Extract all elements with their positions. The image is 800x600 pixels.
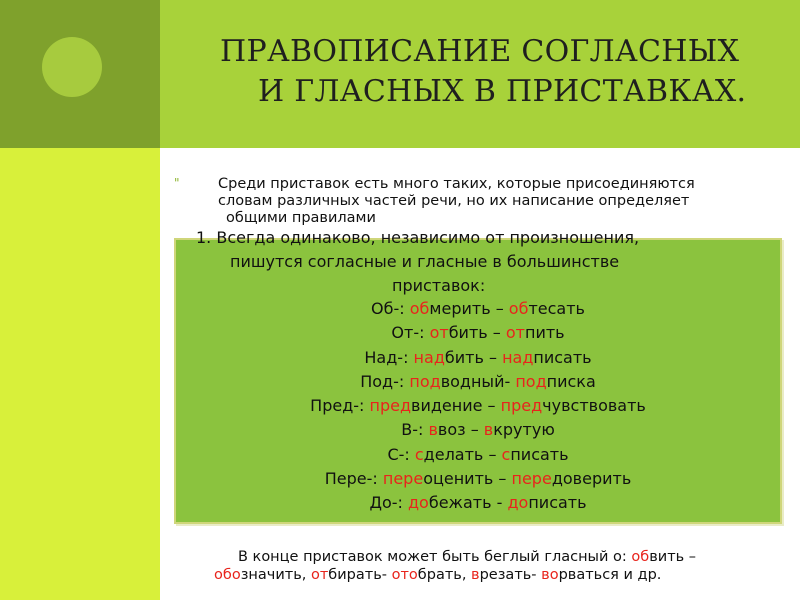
separator: -: [504, 371, 516, 391]
example-prefix: С-:: [387, 444, 415, 464]
rule-line-3: приставок:: [392, 276, 486, 295]
highlight-prefix: над: [502, 347, 534, 367]
intro-line-1: Среди приставок есть много таких, которые присоединяются: [218, 176, 695, 192]
separator: –: [465, 420, 484, 440]
intro-line-3: общими правилами: [226, 210, 376, 226]
highlight-prefix: об: [409, 299, 430, 318]
separator: –: [490, 299, 509, 318]
note-line-2: [214, 566, 800, 584]
rule-line-2: пишутся согласные и гласные в большинстве: [230, 252, 620, 271]
separator: –: [483, 444, 502, 464]
highlight-prefix: под: [409, 371, 441, 391]
circle-decoration-icon: [42, 37, 102, 97]
highlight-prefix: от: [310, 567, 329, 583]
word-rest: чувствовать: [542, 396, 646, 416]
highlight-prefix: с: [501, 444, 511, 464]
example-prefix: Пред-:: [310, 396, 370, 416]
example-prefix: Об-:: [371, 299, 410, 318]
highlight-prefix: пред: [500, 396, 543, 416]
example-row: [176, 443, 780, 467]
word-rest: водный: [440, 371, 505, 391]
example-prefix: До-:: [369, 493, 408, 513]
highlight-prefix: над: [413, 347, 445, 367]
highlight-prefix: пред: [369, 396, 412, 416]
examples-list: [176, 297, 780, 516]
divider: [160, 148, 800, 158]
highlight-prefix: об: [508, 299, 529, 318]
highlight-prefix: с: [414, 444, 424, 464]
separator: –: [482, 396, 501, 416]
highlight-prefix: пере: [511, 469, 552, 489]
word-rest: значить,: [240, 567, 311, 583]
word-rest: крутую: [493, 420, 555, 440]
rule-line-1: 1. Всегда одинаково, независимо от произношения,: [196, 228, 640, 247]
left-accent-bottom: [0, 148, 160, 600]
example-prefix: Пере-:: [324, 469, 383, 489]
intro-paragraph: [218, 176, 800, 227]
word-rest: воз: [437, 420, 466, 440]
word-rest: бежать: [428, 493, 492, 513]
word-rest: рваться и др.: [558, 567, 662, 583]
word-rest: оценить: [423, 469, 494, 489]
word-rest: писать: [528, 493, 587, 513]
word-rest: резать-: [479, 567, 542, 583]
example-row: [176, 297, 780, 321]
example-row: [176, 418, 780, 442]
example-prefix: Над-:: [364, 347, 414, 367]
highlight-prefix: об: [631, 549, 650, 565]
note-text: В конце приставок может быть беглый гласный о:: [238, 549, 632, 565]
example-row: [176, 346, 780, 370]
word-rest: вить –: [649, 549, 697, 565]
word-rest: тесать: [528, 299, 585, 318]
word-rest: писать: [533, 347, 592, 367]
separator: –: [483, 347, 503, 367]
highlight-prefix: от: [429, 323, 449, 343]
example-prefix: От-:: [391, 323, 430, 343]
highlight-prefix: во: [541, 567, 559, 583]
word-rest: мерить: [429, 299, 491, 318]
word-rest: доверить: [551, 469, 632, 489]
slide-title: [220, 32, 800, 112]
word-rest: пить: [524, 323, 565, 343]
word-rest: видение: [411, 396, 483, 416]
bullet-icon: ": [174, 176, 180, 190]
separator: -: [491, 493, 508, 513]
highlight-prefix: в: [428, 420, 438, 440]
example-row: [176, 467, 780, 491]
word-rest: бирать-: [328, 567, 392, 583]
rule-heading: [196, 226, 776, 298]
word-rest: писать: [510, 444, 569, 464]
example-row: [176, 491, 780, 515]
highlight-prefix: под: [515, 371, 547, 391]
word-rest: бить: [444, 347, 484, 367]
highlight-prefix: обо: [214, 567, 241, 583]
note-line-1: [214, 548, 800, 566]
highlight-prefix: до: [407, 493, 429, 513]
word-rest: делать: [423, 444, 484, 464]
word-rest: бить: [448, 323, 488, 343]
example-row: [176, 321, 780, 345]
highlight-prefix: ото: [391, 567, 418, 583]
example-row: [176, 370, 780, 394]
highlight-prefix: пере: [382, 469, 424, 489]
separator: –: [487, 323, 506, 343]
bottom-note: [214, 548, 800, 584]
title-line-2: И ГЛАСНЫХ В ПРИСТАВКАХ.: [258, 74, 747, 109]
intro-line-2: словам различных частей речи, но их написание определяет: [218, 193, 690, 209]
highlight-prefix: в: [483, 420, 494, 440]
word-rest: брать,: [417, 567, 472, 583]
example-prefix: В-:: [401, 420, 429, 440]
word-rest: писка: [546, 371, 596, 391]
example-prefix: Под-:: [360, 371, 410, 391]
highlight-prefix: до: [507, 493, 529, 513]
separator: –: [493, 469, 512, 489]
example-row: [176, 394, 780, 418]
highlight-prefix: в: [471, 567, 480, 583]
title-line-1: ПРАВОПИСАНИЕ СОГЛАСНЫХ: [220, 34, 740, 69]
highlight-prefix: от: [505, 323, 525, 343]
